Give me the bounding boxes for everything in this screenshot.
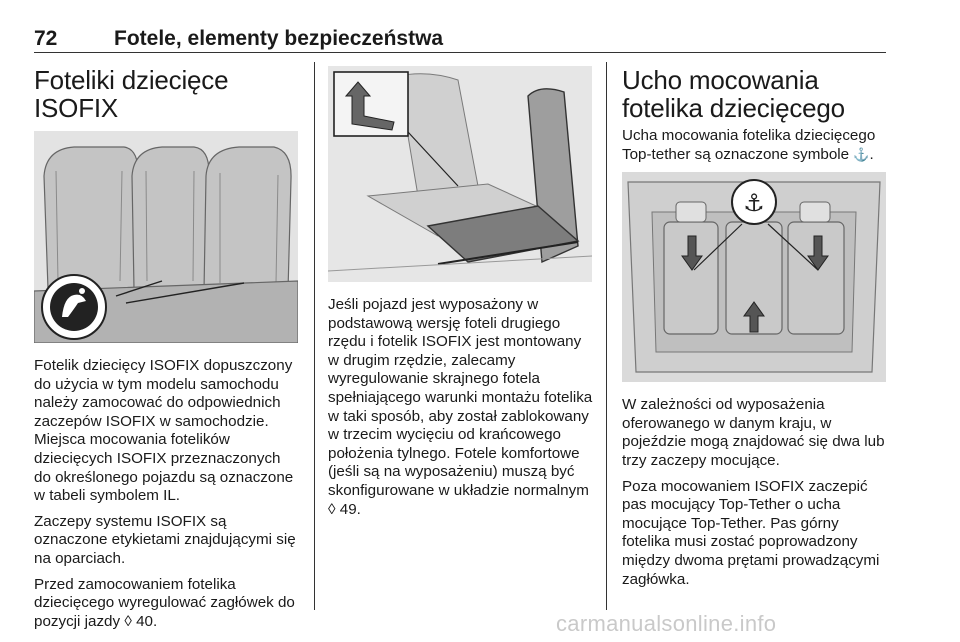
svg-text:⚓: ⚓ xyxy=(743,189,765,218)
top-tether-intro xyxy=(622,127,888,164)
chapter-title: Fotele, elementy bezpieczeństwa xyxy=(114,27,444,50)
reference-icon: ◊ xyxy=(124,612,132,630)
figure-seat-slider xyxy=(328,66,592,282)
header-rule xyxy=(34,52,886,53)
top-tether-paragraph-2: Poza mocowaniem ISOFIX zaczepić pas mocujący Top-Tether o ucha mocujące Top-Tether. Pas górny fotelika musi zostać poprowadzony między dwoma prętami prowadzącymi zagłówka. xyxy=(622,477,880,588)
page-header xyxy=(34,27,886,51)
reference-icon: ◊ xyxy=(328,500,336,518)
figure-rear-seats-isofix xyxy=(34,131,298,343)
section-heading-isofix: Foteliki dziecięce ISOFIX xyxy=(34,65,229,123)
seat-adjustment-text: Jeśli pojazd jest wyposażony w podstawową wersję foteli drugiego rzędu i fotelik ISOFIX jest montowany w drugim rzędzie, zalecamy wyregulowanie skrajnego fotela spełniającego warunki montażu fotelika w taki sposób, aby został zablokowany w trzecim wycięciu od krańcowego położenia tylnego. Fotele komfortowe (jeśli są na wyposażeniu) muszą być skonfigurowane w układzie normalnym xyxy=(328,296,593,499)
figure-top-tether-anchors xyxy=(622,172,886,382)
isofix-paragraph-3 xyxy=(34,576,300,632)
page-reference-40[interactable]: 40. xyxy=(136,612,158,630)
column-divider-1 xyxy=(314,62,315,610)
isofix-paragraph-1: Fotelik dziecięcy ISOFIX dopuszczony do użycia w tym modelu samochodu należy zamocować do odpowiednich zaczepów ISOFIX w samochodzie. Miejsca mocowania fotelików dziecięcych ISOFIX przeznaczonych do określonego pojazdu są oznaczone w tabeli symbolem IL. xyxy=(34,357,294,505)
column-divider-2 xyxy=(606,62,607,610)
column-seat-adjustment xyxy=(328,60,594,526)
column-isofix xyxy=(34,60,300,638)
seat-adjustment-paragraph xyxy=(328,296,594,519)
watermark: carmanualsonline.info xyxy=(556,611,777,636)
isofix-paragraph-2: Zaczepy systemu ISOFIX są oznaczone etykietami znajdującymi się na oparciach. xyxy=(34,512,296,567)
isofix-paragraph-3-text: Przed zamocowaniem fotelika dziecięcego wyregulować zagłówek do pozycji jazdy xyxy=(34,575,295,630)
page-number: 72 xyxy=(34,27,58,50)
top-tether-intro-text: Ucha mocowania fotelika dziecięcego Top-tether są oznaczone symbole xyxy=(622,127,876,163)
top-tether-symbol-icon: ⚓ xyxy=(853,146,870,162)
section-heading-top-tether: Ucho mocowania fotelika dziecięcego xyxy=(622,65,845,123)
page-reference-49[interactable]: 49. xyxy=(339,500,361,518)
top-tether-intro-end: . xyxy=(869,145,874,163)
top-tether-paragraph-1: W zależności od wyposażenia oferowanego w danym kraju, w pojeździe mogą znajdować się dwa lub trzy zaczepy mocujące. xyxy=(622,396,885,469)
column-top-tether xyxy=(622,60,888,596)
